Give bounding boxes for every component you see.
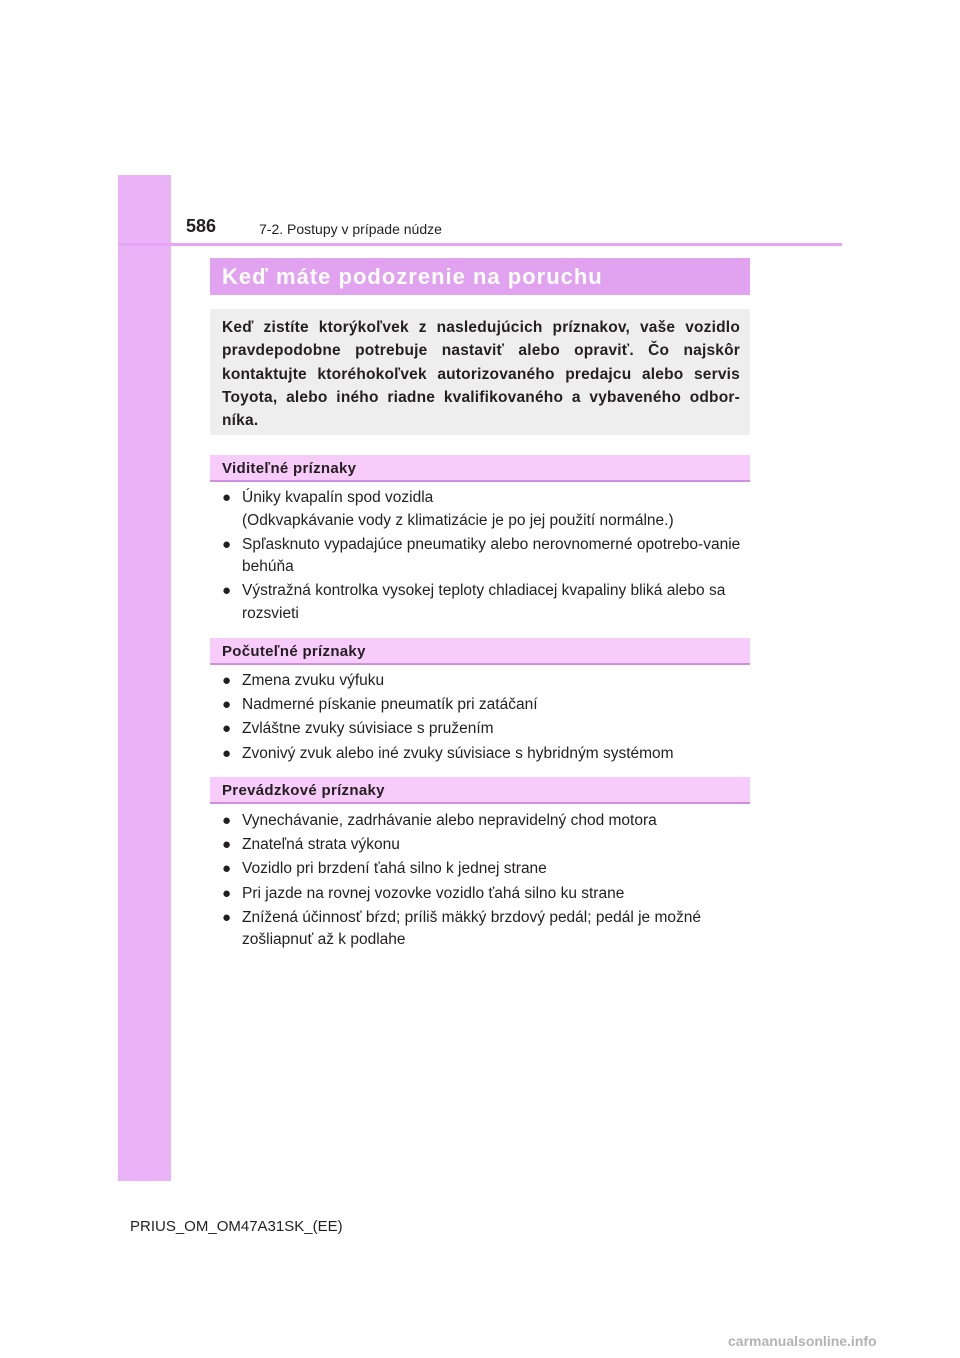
list-item [222, 883, 748, 906]
section-heading-label: Viditeľné príznaky [222, 460, 357, 477]
list-item-text: Vozidlo pri brzdení ťahá silno k jednej strane [242, 860, 547, 878]
bullet-icon: ● [222, 720, 232, 738]
section-heading-operational [210, 777, 750, 804]
list-item [222, 487, 748, 532]
list-item [222, 743, 748, 766]
bullet-icon: ● [222, 908, 232, 926]
chapter-title: 7-2. Postupy v prípade núdze [259, 221, 442, 237]
bullet-icon: ● [222, 535, 232, 553]
list-item-text: Vynechávanie, zadrhávanie alebo nepravidelný chod motora [242, 812, 657, 829]
header-rule [118, 243, 842, 246]
page-number: 586 [186, 216, 217, 236]
list-item [222, 534, 748, 579]
bullet-icon: ● [222, 836, 232, 854]
bullet-list-operational [222, 810, 748, 953]
bullet-list-audible [222, 670, 748, 767]
list-item-text: Spľasknuto vypadajúce pneumatiky alebo nerovnomerné opotrebo-vanie behúňa [242, 535, 741, 576]
bullet-icon: ● [222, 860, 232, 878]
list-item-text: Nadmerné pískanie pneumatík pri zatáčaní [242, 696, 538, 714]
section-title-bar [210, 258, 750, 295]
page-title: Keď máte podozrenie na poruchu [222, 264, 603, 289]
bullet-icon: ● [222, 884, 232, 902]
list-item [222, 718, 748, 741]
list-item-text: Znateľná strata výkonu [242, 836, 400, 854]
list-item-text: Úniky kvapalín spod vozidla [242, 489, 434, 506]
list-item-text: Výstražná kontrolka vysokej teploty chladiacej kvapaliny bliká alebo sa rozsvieti [242, 582, 726, 622]
document-footer-code: PRIUS_OM_OM47A31SK_(EE) [130, 1218, 343, 1235]
section-heading-label: Prevádzkové príznaky [222, 782, 385, 799]
bullet-icon: ● [222, 489, 232, 506]
bullet-icon: ● [222, 696, 232, 714]
section-heading-audible [210, 638, 750, 665]
list-item-text: Zmena zvuku výfuku [242, 672, 385, 689]
list-item-text: Znížená účinnosť bŕzd; príliš mäkký brzdový pedál; pedál je možné zošliapnuť až k podlahe [242, 908, 701, 949]
section-heading-visible [210, 455, 750, 482]
list-item [222, 580, 748, 625]
list-item [222, 670, 748, 693]
bullet-icon: ● [222, 812, 232, 829]
intro-box [210, 309, 750, 435]
list-item-text: Zvláštne zvuky súvisiace s pružením [242, 720, 494, 738]
list-item [222, 858, 748, 881]
list-item [222, 810, 748, 833]
intro-text: Keď zistíte ktorýkoľvek z nasledujúcich príznakov, vaše vozidlo pravdepodobne potrebuje nastaviť alebo opraviť. Čo najskôr kontaktujte ktoréhokoľvek autorizovaného predajcu alebo servis Toyota, alebo iného riadne kvalifikovaného a vybaveného odbor-níka. [222, 319, 740, 430]
section-heading-label: Počuteľné príznaky [222, 643, 366, 660]
bullet-icon: ● [222, 672, 232, 689]
bullet-list-visible [222, 487, 748, 627]
list-item-note: (Odkvapkávanie vody z klimatizácie je po jej použití normálne.) [242, 511, 674, 529]
list-item-text: Pri jazde na rovnej vozovke vozidlo ťahá silno ku strane [242, 884, 625, 902]
bullet-icon: ● [222, 582, 232, 600]
list-item [222, 694, 748, 717]
watermark: carmanualsonline.info [728, 1333, 877, 1349]
list-item-text: Zvonivý zvuk alebo iné zvuky súvisiace s hybridným systémom [242, 744, 674, 762]
bullet-icon: ● [222, 744, 232, 762]
page-sidebar-tab [118, 175, 171, 1181]
list-item [222, 907, 748, 952]
list-item [222, 834, 748, 857]
